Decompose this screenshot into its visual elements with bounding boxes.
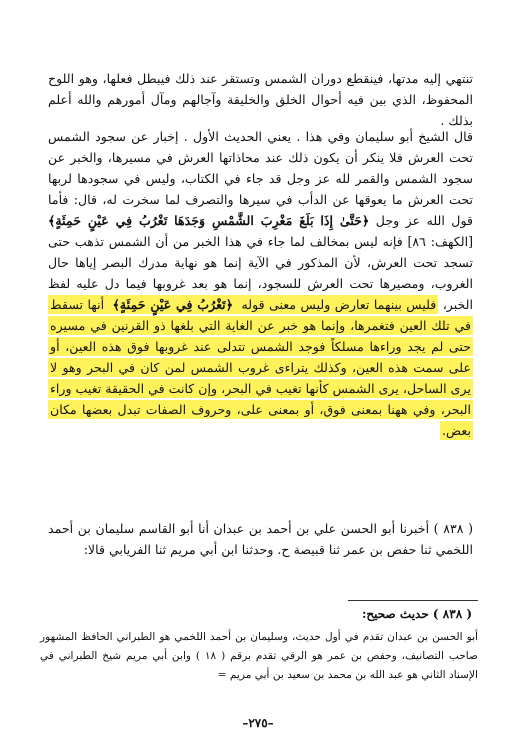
paragraph-3-hadith-838: ( ٨٣٨ ) أخبرنا أبو الحسن علي بن أحمد بن عبدان أنا أبو القاسم سليمان بن أحمد اللخمي ثنا حفص بن عمر ثنا قبيصة ح. وحدثنا ابن أبي مريم ثنا الفريابي قالا: [48,521,473,557]
highlighted-passage-a: فليس بينهما تعارض وليس معنى قوله [237,297,437,312]
paragraph-1: تنتهي إليه مدتها، فينقطع دوران الشمس وتستقر عند ذلك فيبطل فعلها، وهو اللوح المحفوظ، الذي بين فيه أحوال الخلق والخليقة وآجالهم ومآل أمورهم والله أعلم بذلك . [48,71,473,128]
footnote-divider [348,600,478,601]
quran-verse-1: ﴿حَتَّىٰ إِذَا بَلَغَ مَغْرِبَ الشَّمْسِ وَجَدَهَا تَغْرُبُ فِي عَيْنٍ حَمِئَةٍ﴾ [48,213,370,228]
paragraph-2 [48,126,473,441]
highlighted-passage-b: أنها تسقط في تلك العين فتغمرها، وإنما هو خبر عن الغاية التي بلغها ذو القرنين في مسيره حتى لم يجد وراءها مسلكاً فوجد الشمس تتدلى عند غروبها فوق هذه العين، أو على سمت هذه العين، وكذلك يتراءى غروب الشمس لمن كان في البحر وهو لا يرى الساحل، يرى الشمس كأنها تغيب في البحر، وإن كانت في الحقيقة تغيب وراء البحر، وفي ههنا بمعنى فوق، أو بمعنى على، وحروف الصفات تبدل بعضها مكان بعض. [49,297,471,438]
paragraph-2-text-b: [الكهف: ٨٦] فإنه ليس بمخالف لما جاء في هذا الخبر من أن الشمس تذهب حتى تسجد تحت العرش، لأن المذكور في الآية إنما هو نهاية مدرك البصر إياها حال الغروب، ومصيرها تحت العرش للسجود، إنما هو بعد غروبها فيما دل عليه لفظ الخبر، [48,234,474,312]
paragraph-2-text-a: قال الشيخ أبو سليمان وفي هذا . يعني الحديث الأول . إخبار عن سجود الشمس تحت العرش فلا ينكر أن يكون ذلك عند محاذاتها العرش في مسيرها، والخبر عن سجود الشمس والقمر لله عز وجل قد جاء في الكتاب، وليس في سجودها لربها تحت العرش ما يعوقها عن الدأب في سيرها والتصرف لما سخرت له، قال: فأما قول الله عز وجل [48,129,473,228]
page-number: –٢٧٥– [242,716,274,730]
footnote-body: أبو الحسن بن عبدان تقدم في أول حديث، وسليمان بن أحمد اللخمي هو الطبراني الحافظ المشهور صاحب التصانيف، وحفص بن عمر هو الرقي تقدم برقم ( ١٨ ) وابن أبي مريم شيخ الطبراني في الإسناد الثاني هو عبد الله بن محمد بن سعيد بن أبي مريم = [40,631,479,681]
footnote-title: ( ٨٣٨ ) حديث صحيح: [362,607,472,621]
quran-verse-2: ﴿تَغْرُبُ فِي عَيْنٍ حَمِئَةٍ﴾ [112,297,234,312]
